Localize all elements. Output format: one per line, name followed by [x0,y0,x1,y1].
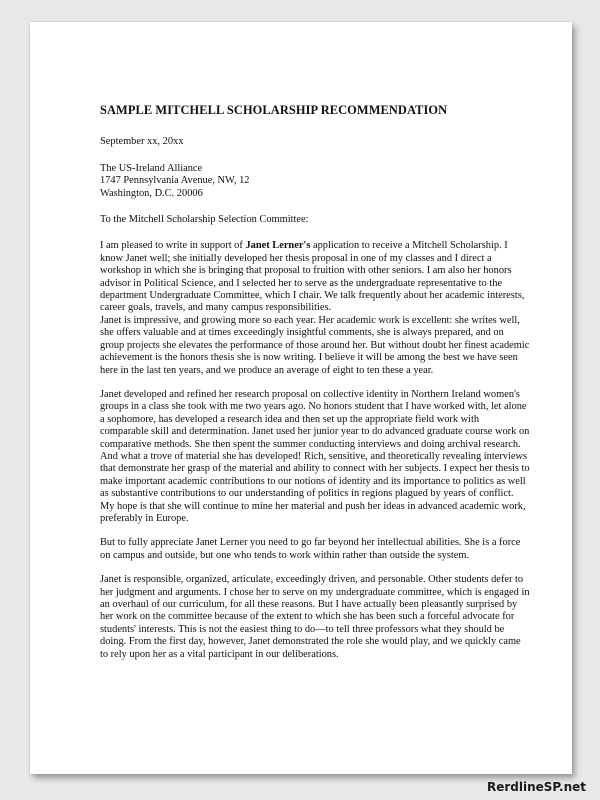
watermark-text: RerdlineSP.net [486,780,586,794]
paragraph-2: Janet is impressive, and growing more so each year. Her academic work is excellent: she writes well, she offers valuable and at times exceedingly insightful comments, she is always prepared, and on group projects she elevates the performance of those around her. But without doubt her finest academic achievement is the honors thesis she is now writing. I believe it will be among the best we have seen here in the last ten years, and we produce an average of eight to ten these a year. [100,314,530,376]
paragraph-5: Janet is responsible, organized, articulate, exceedingly driven, and personable. Other students defer to her judgment and arguments. I chose her to serve on my undergraduate committee, which is engaged in an overhaul of our curriculum, for all these reasons. But I have actually been pleasantly surprised by her work on the committee because of the extent to which she has been such a forceful advocate for students' interests. This is not the easiest thing to do—to tell three professors what they should be doing. From the first day, however, Janet demonstrated the role she would play, and we quickly came to rely upon her as a vital participant in our deliberations. [100,574,530,660]
address-line-2: 1747 Pennsylvania Avenue, NW, 12 [100,175,250,187]
address-line-1: The US-Ireland Alliance [100,162,203,174]
paragraph-1-rest: application to receive a Mitchell Scholarship. I know Janet well; she initially developed her thesis proposal in one of my classes and I direct a workshop in which she is bringing that proposal to fruition with other seniors. I am also her honors advisor in Political Science, and I selected her to serve as the undergraduate representative to the department Undergraduate Committee, which I chair. We talk frequently about her academic interests, career goals, travels, and many campus responsibilities. [100,240,525,314]
candidate-name: Janet Lerner's [245,240,311,252]
document-page [30,22,572,774]
paragraph-3: Janet developed and refined her research proposal on collective identity in Northern Ireland women's groups in a class she took with me two years ago. No honors student that I have worked with, let alone a sophomore, has developed a research idea and then set up the appropriate field work with comparable skill and determination. Janet used her junior year to do advanced graduate course work on comparative methods. She then spent the summer conducting interviews and doing archival research. And what a trove of material she has developed! Rich, sensitive, and theoretically revealing interviews that demonstrate her grasp of the material and ability to connect with her subjects. I expect her thesis to make important academic contributions to our notions of identity and its importance to politics as well as substantive contributions to our understanding of politics in regions plagued by years of conflict. My hope is that she will continue to mine her material and push her ideas in advanced academic work, preferably in Europe. [100,388,530,524]
letter-title: SAMPLE MITCHELL SCHOLARSHIP RECOMMENDATION [100,103,448,117]
paragraph-4: But to fully appreciate Janet Lerner you need to go far beyond her intellectual abilities. She is a force on campus and outside, but one who tends to work within rather than outside the system. [100,537,521,561]
paragraph-1-intro: I am pleased to write in support of [100,240,246,252]
letter-date: September xx, 20xx [100,136,184,148]
recipient-address [100,163,530,200]
paragraph-1 [100,240,530,314]
address-line-3: Washington, D.C. 20006 [100,187,203,199]
salutation: To the Mitchell Scholarship Selection Committee: [100,214,309,226]
letter-body [100,104,530,661]
